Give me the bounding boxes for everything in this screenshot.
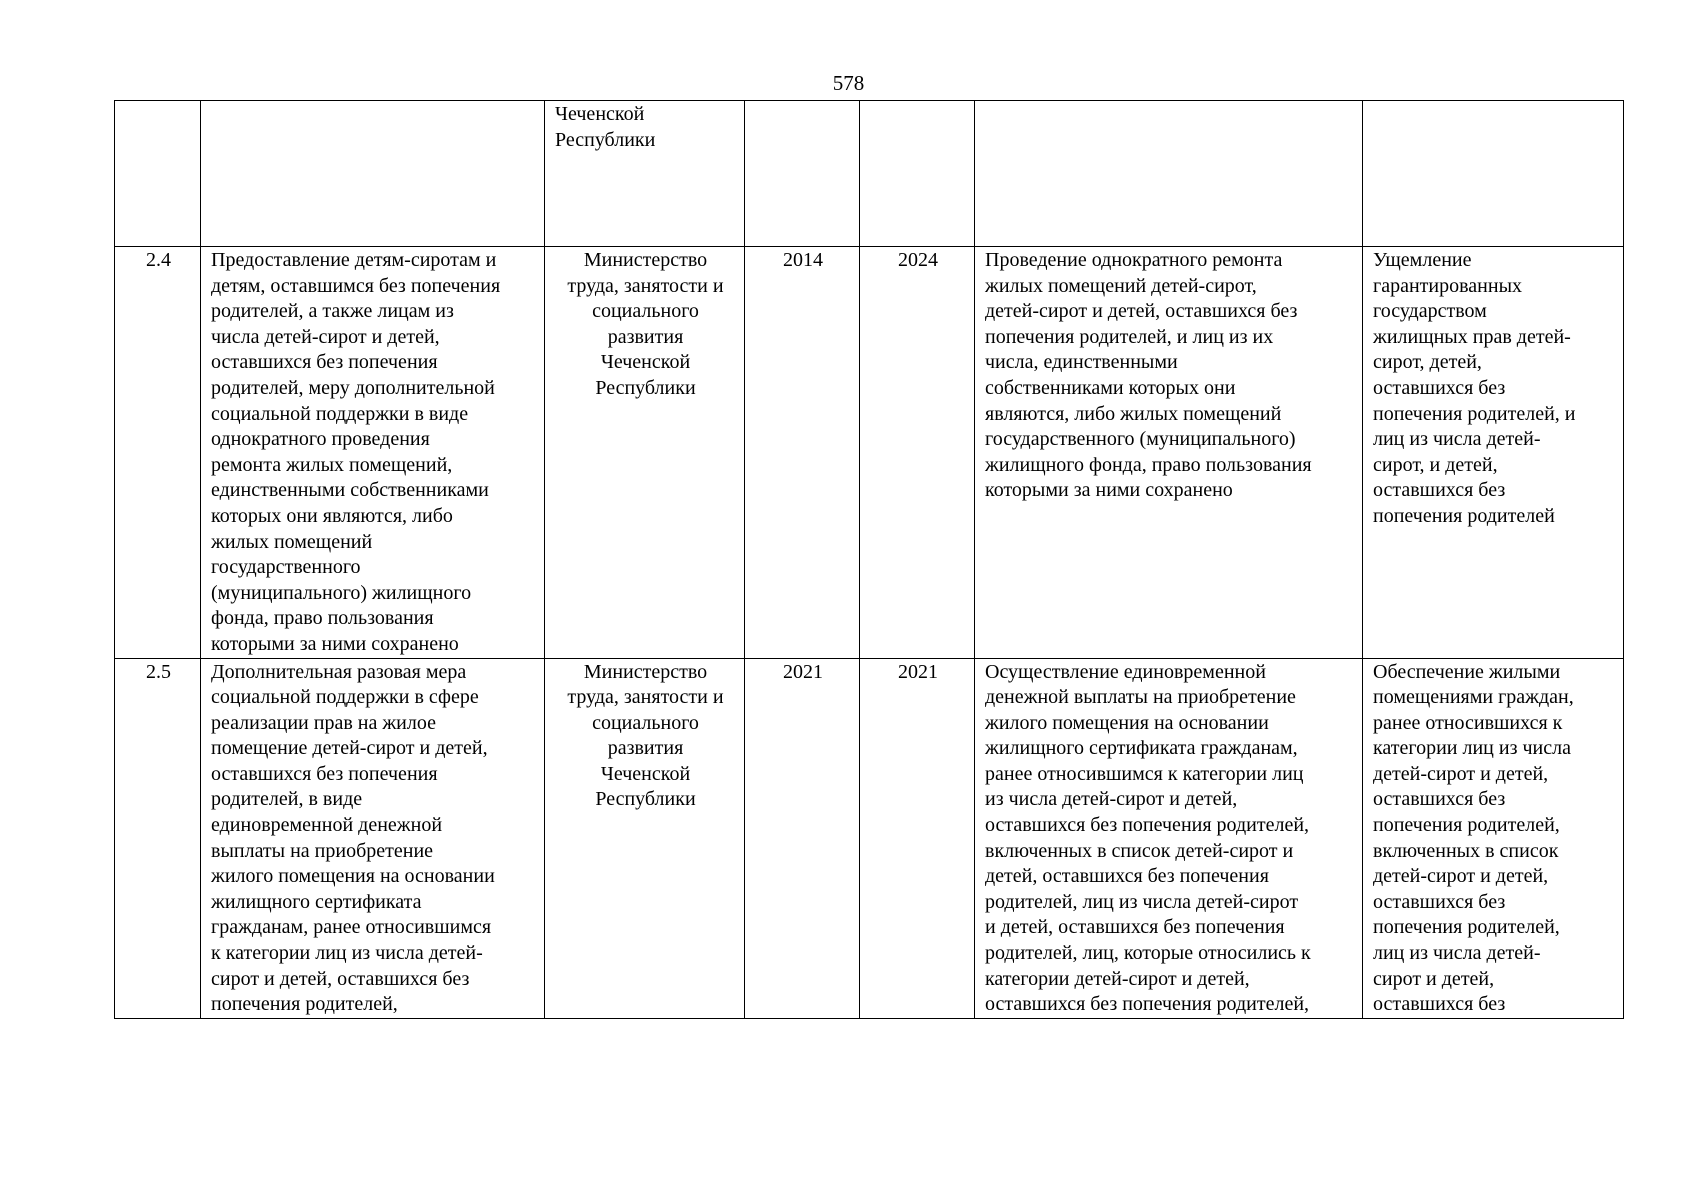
expected-result-cell: Проведение однократного ремонта жилых помещений детей-сирот, детей-сирот и детей, оставшихся без попечения родителей, и лиц из их числа, единственными собственниками которых они являются, либо жилых помещений государственного (муниципального) жилищного фонда, право пользования которыми за ними сохранено: [975, 247, 1363, 659]
consequence-cell: [1363, 101, 1624, 247]
executor-cell: Чеченской Республики: [545, 101, 745, 247]
row-number-cell: [115, 101, 201, 247]
start-year-cell: 2014: [745, 247, 860, 659]
measure-name-cell: Предоставление детям-сиротам и детям, оставшимся без попечения родителей, а также лицам из числа детей-сирот и детей, оставшихся без попечения родителей, меру дополнительной социальной поддержки в виде однократного проведения ремонта жилых помещений, единственными собственниками которых они являются, либо жилых помещений государственного (муниципального) жилищного фонда, право пользования которыми за ними сохранено: [201, 247, 545, 659]
row-number-cell: 2.4: [115, 247, 201, 659]
consequence-cell: Ущемление гарантированных государством жилищных прав детей- сирот, детей, оставшихся без попечения родителей, и лиц из числа детей- сирот, и детей, оставшихся без попечения родителей: [1363, 247, 1624, 659]
end-year-cell: 2021: [860, 658, 975, 1018]
expected-result-cell: [975, 101, 1363, 247]
expected-result-cell: Осуществление единовременной денежной выплаты на приобретение жилого помещения на основании жилищного сертификата гражданам, ранее относившимся к категории лиц из числа детей-сирот и детей, оставшихся без попечения родителей, включенных в список детей-сирот и детей, оставшихся без попечения родителей, лиц из числа детей-сирот и детей, оставшихся без попечения родителей, лиц, которые относились к категории детей-сирот и детей, оставшихся без попечения родителей,: [975, 658, 1363, 1018]
table-row: [115, 658, 1624, 1018]
start-year-cell: 2021: [745, 658, 860, 1018]
end-year-cell: [860, 101, 975, 247]
measures-table: [114, 100, 1624, 1019]
start-year-cell: [745, 101, 860, 247]
end-year-cell: 2024: [860, 247, 975, 659]
measure-name-cell: Дополнительная разовая мера социальной поддержки в сфере реализации прав на жилое помещение детей-сирот и детей, оставшихся без попечения родителей, в виде единовременной денежной выплаты на приобретение жилого помещения на основании жилищного сертификата гражданам, ранее относившимся к категории лиц из числа детей- сирот и детей, оставшихся без попечения родителей,: [201, 658, 545, 1018]
page-number: 578: [832, 71, 865, 95]
executor-cell: Министерство труда, занятости и социального развития Чеченской Республики: [545, 247, 745, 659]
executor-cell: Министерство труда, занятости и социального развития Чеченской Республики: [545, 658, 745, 1018]
measure-name-cell: [201, 101, 545, 247]
consequence-cell: Обеспечение жилыми помещениями граждан, ранее относившихся к категории лиц из числа детей-сирот и детей, оставшихся без попечения родителей, включенных в список детей-сирот и детей, оставшихся без попечения родителей, лиц из числа детей- сирот и детей, оставшихся без: [1363, 658, 1624, 1018]
table-row: [115, 247, 1624, 659]
row-number-cell: 2.5: [115, 658, 201, 1018]
table-row: [115, 101, 1624, 247]
